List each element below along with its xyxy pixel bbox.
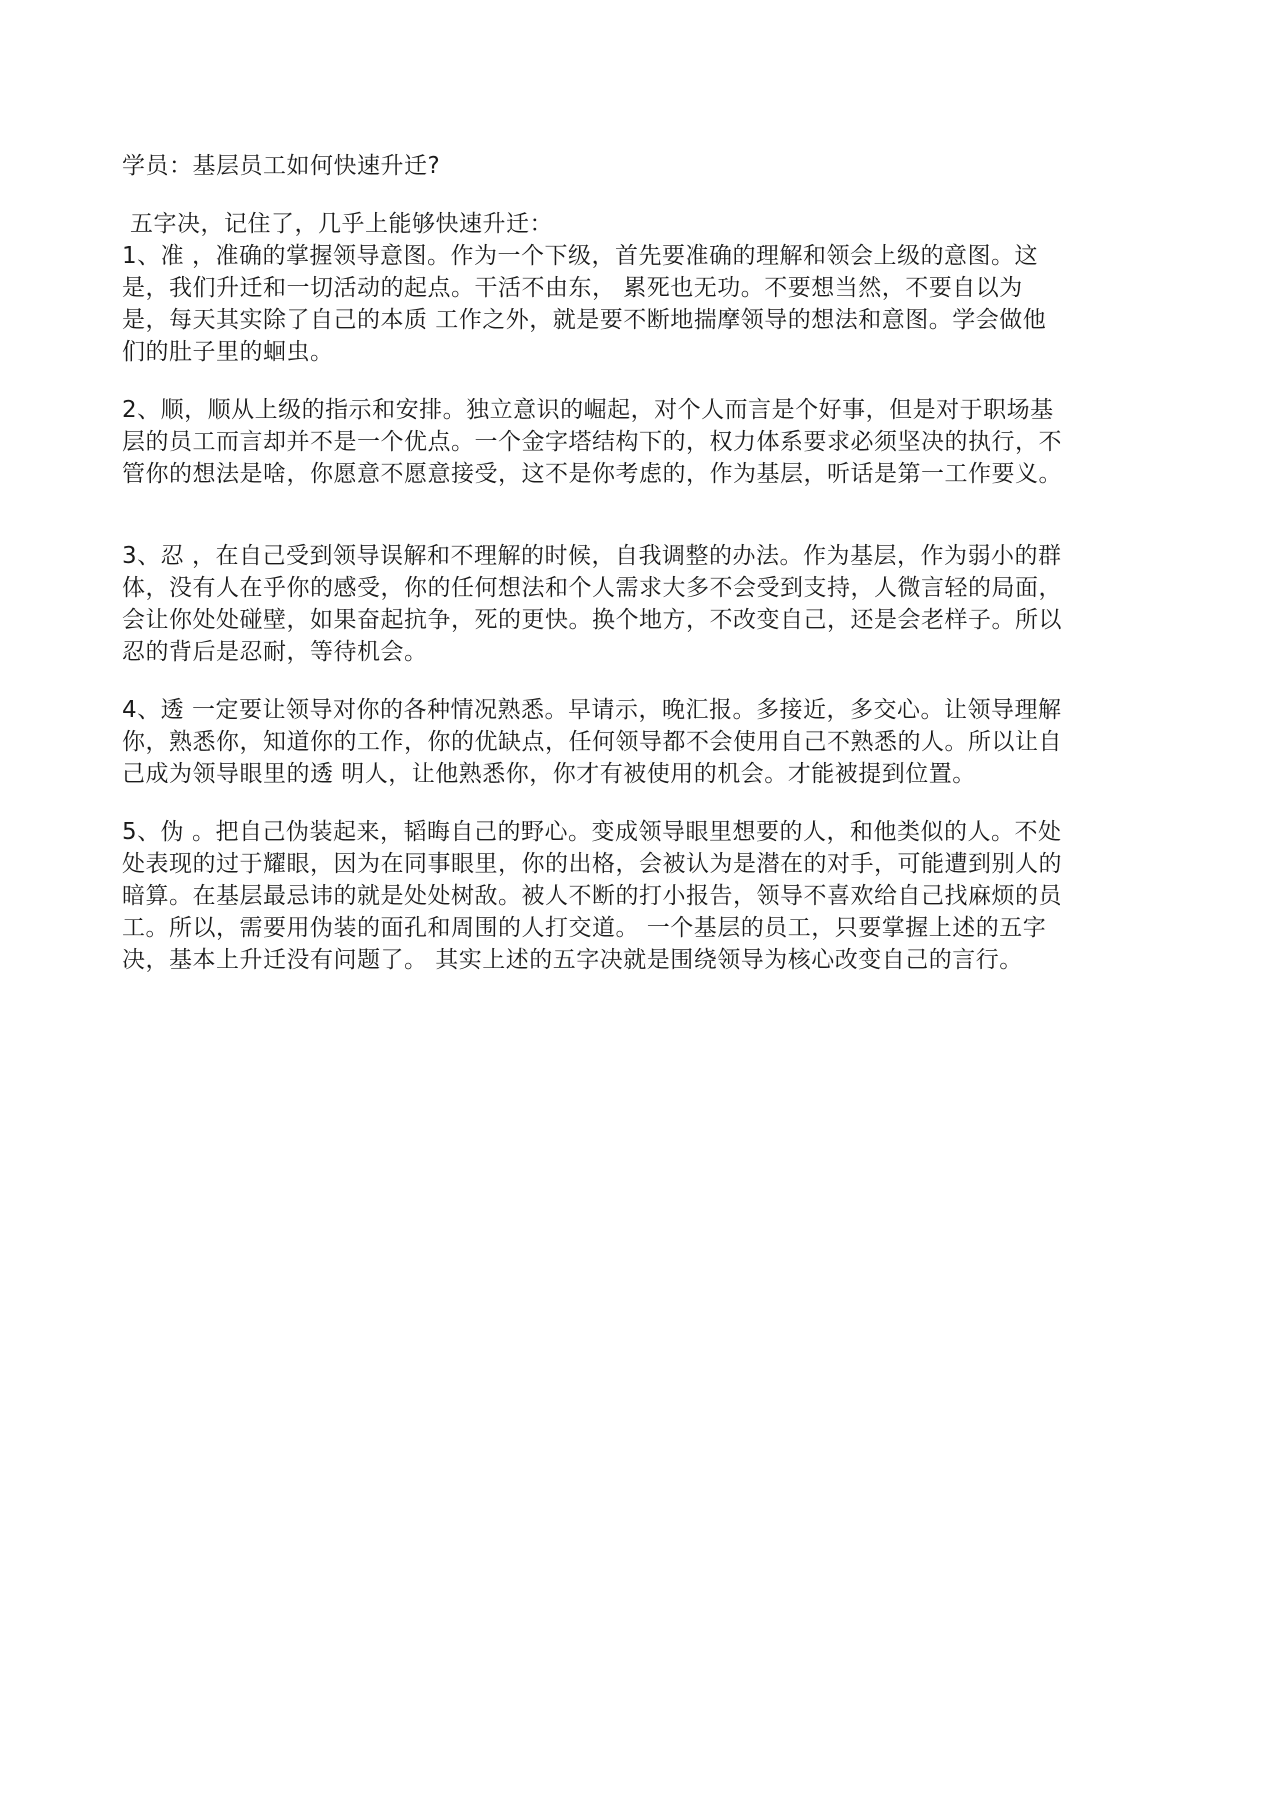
point-1-paragraph <box>122 240 1162 368</box>
point-3-paragraph <box>122 540 1162 668</box>
point-1-line: 1、准 ，准确的掌握领导意图。作为一个下级，首先要准确的理解和领会上级的意图。这 <box>122 243 1038 269</box>
point-3-line: 会让你处处碰壁，如果奋起抗争，死的更快。换个地方，不改变自己，还是会老样子。所以 <box>122 607 1062 633</box>
point-2-line: 层的员工而言却并不是一个优点。一个金字塔结构下的，权力体系要求必须坚决的执行，不 <box>122 429 1062 455</box>
point-2-line: 管你的想法是啥，你愿意不愿意接受，这不是你考虑的，作为基层，听话是第一工作要义。 <box>122 461 1062 487</box>
spacer <box>122 368 1162 394</box>
point-5-line: 处表现的过于耀眼，因为在同事眼里，你的出格，会被认为是潜在的对手，可能遭到别人的 <box>122 851 1062 877</box>
point-3-line: 体，没有人在乎你的感受，你的任何想法和个人需求大多不会受到支持，人微言轻的局面， <box>122 575 1062 601</box>
question-line: 学员：基层员工如何快速升迁? <box>122 153 441 179</box>
point-5-paragraph <box>122 816 1162 976</box>
point-2-paragraph <box>122 394 1162 490</box>
intro-line: 五字决，记住了，几乎上能够快速升迁： <box>130 211 553 237</box>
spacer <box>122 790 1162 816</box>
spacer <box>122 490 1162 540</box>
document-body <box>122 150 1162 976</box>
point-1-line: 是，每天其实除了自己的本质 工作之外，就是要不断地揣摩领导的想法和意图。学会做他 <box>122 307 1047 333</box>
point-4-line: 4、透 一定要让领导对你的各种情况熟悉。早请示，晚汇报。多接近，多交心。让领导理解 <box>122 697 1062 723</box>
spacer <box>122 668 1162 694</box>
spacer <box>122 182 1162 208</box>
point-5-line: 暗算。在基层最忌讳的就是处处树敌。被人不断的打小报告，领导不喜欢给自己找麻烦的员 <box>122 883 1062 909</box>
point-5-line: 5、伪 。把自己伪装起来，韬晦自己的野心。变成领导眼里想要的人，和他类似的人。不处 <box>122 819 1062 845</box>
point-3-line: 3、忍 ，在自己受到领导误解和不理解的时候，自我调整的办法。作为基层，作为弱小的群 <box>122 543 1062 569</box>
point-5-line: 工。所以，需要用伪装的面孔和周围的人打交道。 一个基层的员工，只要掌握上述的五字 <box>122 915 1047 941</box>
point-5-line: 决，基本上升迁没有问题了。 其实上述的五字决就是围绕领导为核心改变自己的言行。 <box>122 947 1023 973</box>
point-1-line: 们的肚子里的蛔虫。 <box>122 339 334 365</box>
point-4-line: 己成为领导眼里的透 明人，让他熟悉你，你才有被使用的机会。才能被提到位置。 <box>122 761 976 787</box>
point-1-line: 是，我们升迁和一切活动的起点。干活不由东， 累死也无功。不要想当然，不要自以为 <box>122 275 1023 301</box>
point-4-paragraph <box>122 694 1162 790</box>
point-3-line: 忍的背后是忍耐，等待机会。 <box>122 639 428 665</box>
point-2-line: 2、顺，顺从上级的指示和安排。独立意识的崛起，对个人而言是个好事，但是对于职场基 <box>122 397 1054 423</box>
point-4-line: 你，熟悉你，知道你的工作，你的优缺点，任何领导都不会使用自己不熟悉的人。所以让自 <box>122 729 1062 755</box>
